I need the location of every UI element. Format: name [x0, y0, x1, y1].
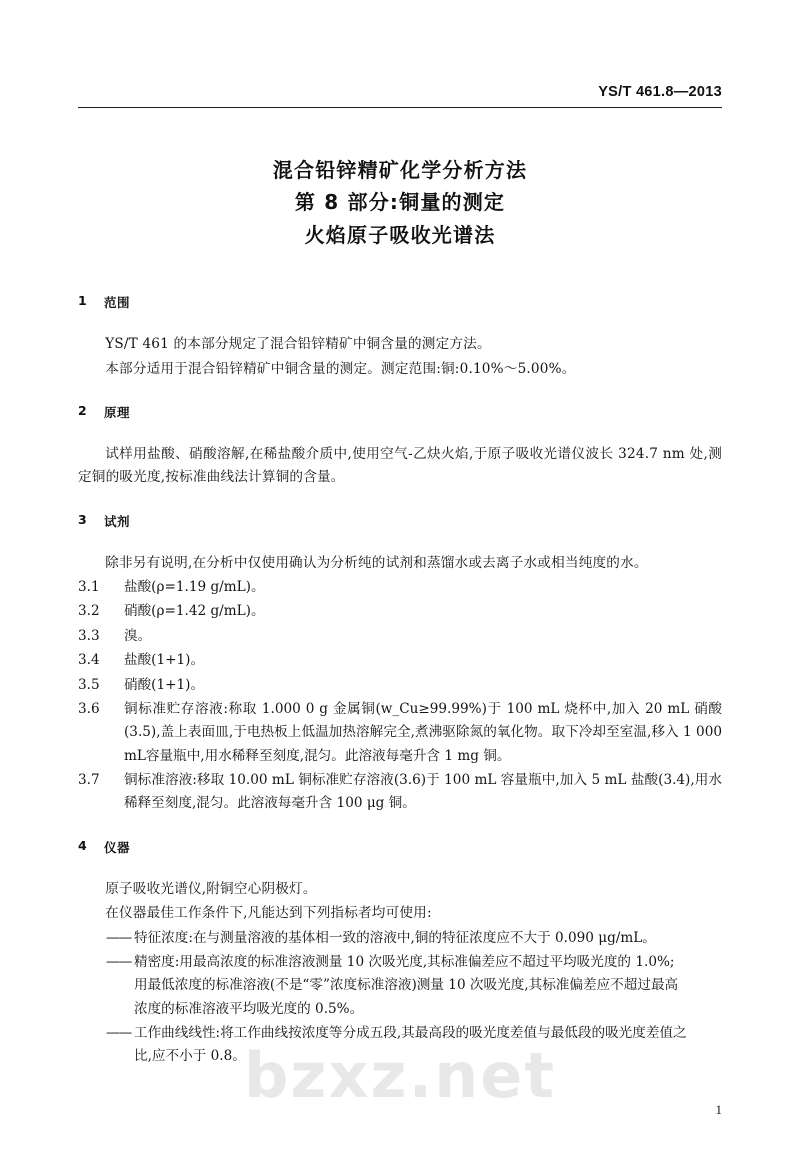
dash-text-continuation: 比,应不小于 0.8。 [134, 1048, 246, 1065]
list-item [78, 927, 722, 950]
section-heading [78, 512, 722, 530]
standard-code: YS/T 461.8—2013 [598, 84, 722, 100]
section-heading [78, 838, 722, 856]
section-title: 试剂 [104, 513, 131, 529]
list-item [78, 625, 722, 648]
dash-text: 工作曲线线性:将工作曲线按浓度等分成五段,其最高段的吸光度差值与最低段的吸光度差值之 [134, 1025, 687, 1042]
section-title: 原理 [104, 404, 131, 420]
dash-text-continuation: 浓度的标准溶液平均吸光度的 0.5%。 [134, 1000, 364, 1017]
list-item [78, 600, 722, 623]
clause-number: 3.4 [78, 652, 100, 669]
list-item [78, 951, 722, 974]
clause-number: 3.2 [78, 603, 100, 620]
title-line-3: 火焰原子吸收光谱法 [304, 222, 496, 247]
dash-marker: —— [106, 953, 132, 970]
list-item [78, 1022, 722, 1045]
title-line-1: 混合铅锌精矿化学分析方法 [272, 158, 528, 182]
paragraph: 试样用盐酸、硝酸溶解,在稀盐酸介质中,使用空气-乙炔火焰,于原子吸收光谱仪波长 324.7 nm 处,测定铜的吸光度,按标准曲线法计算铜的含量。 [78, 445, 722, 486]
section-number: 3 [78, 511, 88, 527]
clause-text: 盐酸(1+1)。 [124, 652, 205, 669]
header-divider [78, 107, 722, 108]
section-number: 4 [78, 837, 88, 853]
section-heading [78, 403, 722, 421]
clause-number: 3.1 [78, 579, 100, 596]
paragraph: YS/T 461 的本部分规定了混合铅锌精矿中铜含量的测定方法。 [105, 336, 491, 353]
dash-marker: —— [106, 929, 132, 946]
document-title [78, 154, 722, 251]
section-heading [78, 293, 722, 311]
section-title: 范围 [104, 295, 131, 311]
clause-number: 3.6 [78, 700, 100, 717]
section-principle [78, 403, 722, 490]
clause-text: 铜标准溶液:移取 10.00 mL 铜标准贮存溶液(3.6)于 100 mL 容量瓶中,加入 5 mL 盐酸(3.4),用水稀释至刻度,混匀。此溶液每毫升含 100 μg 铜。 [124, 772, 722, 812]
watermark: bzxz.net [244, 1039, 556, 1112]
dash-marker: —— [106, 1025, 132, 1042]
section-title: 仪器 [104, 839, 131, 855]
section-number: 2 [78, 402, 88, 418]
paragraph: 在仪器最佳工作条件下,凡能达到下列指标者均可使用: [105, 905, 432, 922]
title-line-2: 第 8 部分:铜量的测定 [294, 190, 506, 215]
clause-text: 硝酸(1+1)。 [124, 676, 205, 693]
clause-text: 铜标准贮存溶液:称取 1.000 0 g 金属铜(w_Cu≥99.99%)于 100 mL 烧杯中,加入 20 mL 硝酸(3.5),盖上表面皿,于电热板上低温加热溶解完全,煮沸驱除氮的氧化物。取下冷却至室温,移入 1 000 mL容量瓶中,用水稀释至刻度,混匀。此溶液每毫升含 1 mg 铜。 [124, 700, 722, 764]
page-number: 1 [715, 1102, 722, 1117]
paragraph: 除非另有说明,在分析中仅使用确认为分析纯的试剂和蒸馏水或去离子水或相当纯度的水。 [105, 554, 648, 571]
section-number: 1 [78, 293, 88, 309]
section-reagents [78, 512, 722, 816]
list-item [78, 769, 722, 816]
clause-number: 3.5 [78, 676, 100, 693]
list-item [78, 576, 722, 599]
clause-number: 3.3 [78, 627, 100, 644]
dash-text: 特征浓度:在与测量溶液的基体相一致的溶液中,铜的特征浓度应不大于 0.090 μg/mL。 [134, 929, 656, 946]
dash-text-continuation: 用最低浓度的标准溶液(不是“零”浓度标准溶液)测量 10 次吸光度,其标准偏差应不超过最高 [134, 977, 679, 994]
clause-text: 硝酸(ρ=1.42 g/mL)。 [124, 603, 265, 620]
clause-text: 盐酸(ρ=1.19 g/mL)。 [124, 579, 265, 596]
list-item [78, 674, 722, 697]
paragraph: 原子吸收光谱仪,附铜空心阴极灯。 [105, 880, 317, 897]
clause-text: 溴。 [124, 627, 152, 644]
paragraph: 本部分适用于混合铅锌精矿中铜含量的测定。测定范围:铜:0.10%～5.00%。 [105, 360, 576, 377]
section-apparatus [78, 838, 722, 1069]
dash-text: 精密度:用最高浓度的标准溶液测量 10 次吸光度,其标准偏差应不超过平均吸光度的 1.0%; [134, 953, 675, 970]
list-item [78, 698, 722, 768]
list-item [78, 649, 722, 672]
section-scope [78, 293, 722, 381]
document-header [78, 84, 722, 100]
clause-number: 3.7 [78, 772, 100, 789]
